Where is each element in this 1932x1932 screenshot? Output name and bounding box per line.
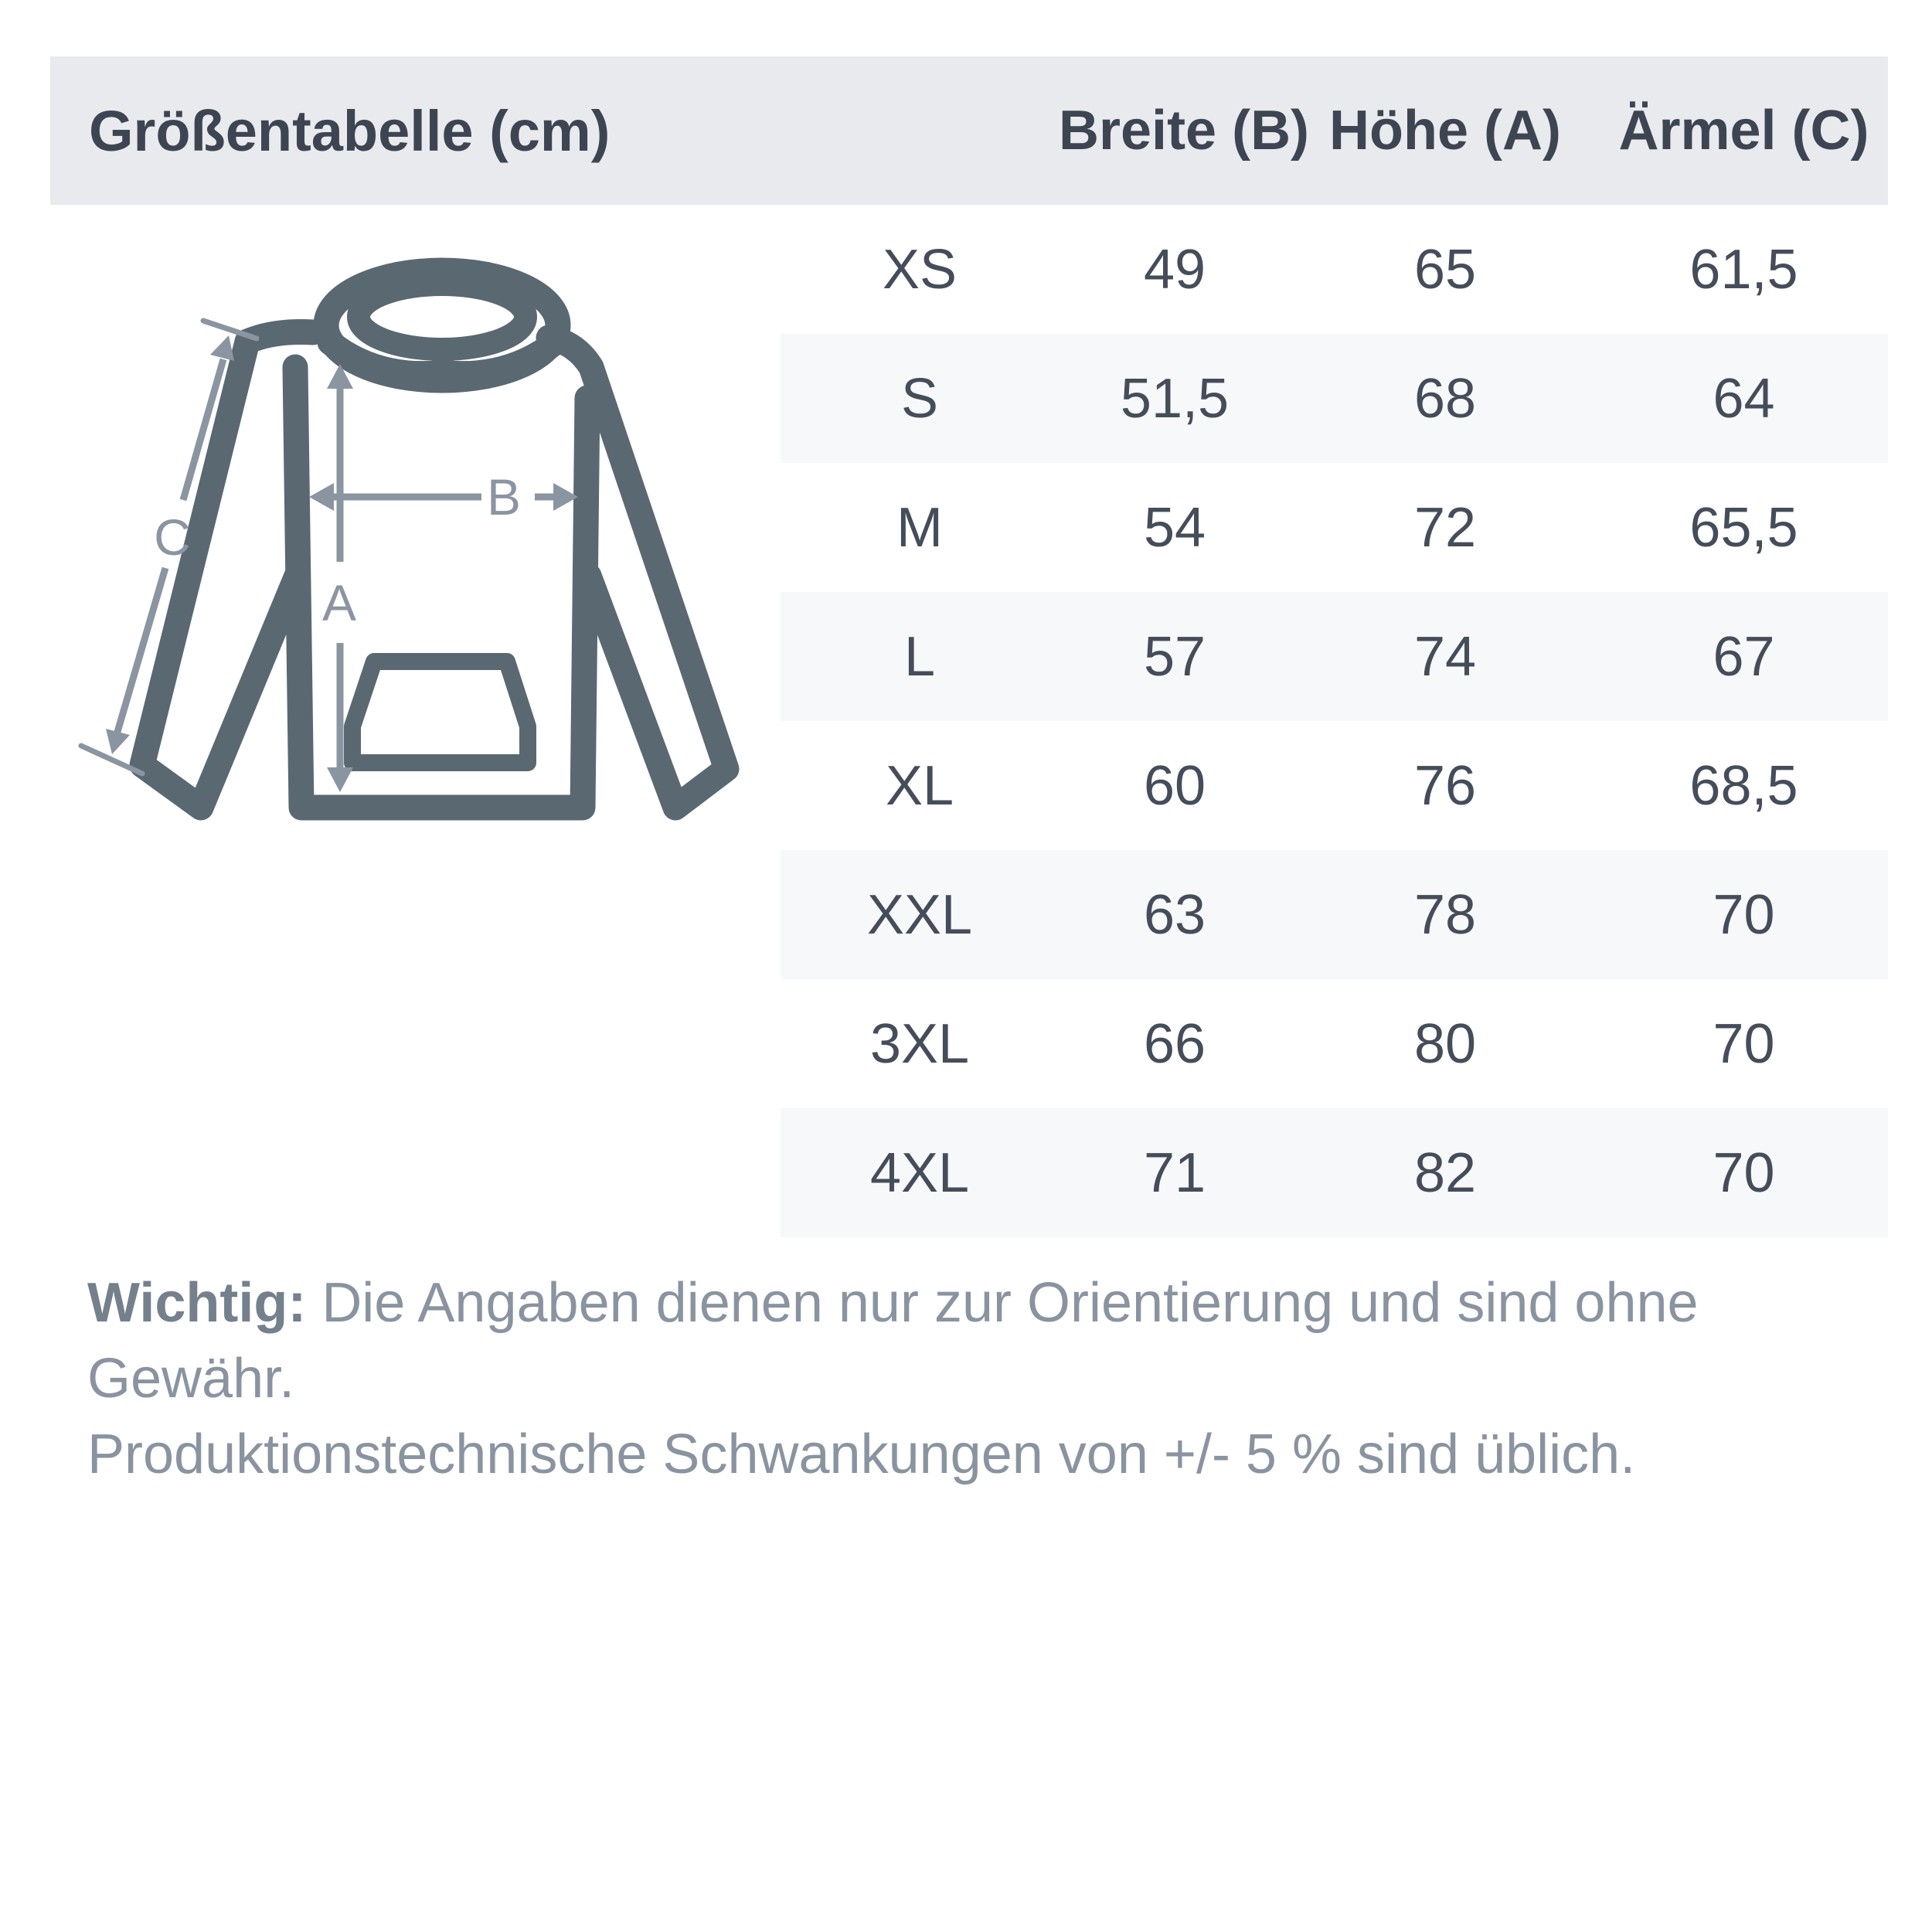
table-header: [50, 56, 1888, 205]
value-hoehe: 80: [1413, 1012, 1477, 1075]
value-breite: 60: [1143, 754, 1206, 817]
measure-arrow-b: [309, 468, 578, 526]
value-breite: 66: [1143, 1012, 1206, 1075]
value-hoehe: 82: [1413, 1141, 1477, 1204]
value-aermel: 70: [1713, 1012, 1775, 1075]
value-aermel: 64: [1713, 367, 1775, 430]
value-breite: 57: [1143, 625, 1206, 688]
arrow-a-down-head: [327, 767, 353, 792]
table-row: [781, 334, 1888, 463]
value-aermel: 65,5: [1689, 496, 1798, 559]
note-line-2: Produktionstechnische Schwankungen von +/- 5 % sind üblich.: [87, 1423, 1636, 1485]
value-breite: 71: [1143, 1141, 1206, 1204]
table-row: [781, 721, 1888, 850]
value-aermel: 68,5: [1689, 754, 1798, 817]
value-breite: 63: [1143, 883, 1206, 946]
size-label: L: [903, 625, 936, 688]
table-row: [781, 592, 1888, 721]
size-label: 4XL: [869, 1141, 970, 1204]
value-hoehe: 78: [1413, 883, 1477, 946]
column-header-aermel: Ärmel (C): [1618, 100, 1869, 162]
column-header-hoehe: Höhe (A): [1329, 100, 1561, 162]
label-c: C: [154, 509, 191, 566]
value-hoehe: 65: [1413, 238, 1477, 301]
value-aermel: 61,5: [1689, 238, 1798, 301]
table-row: [781, 205, 1888, 334]
value-breite: 54: [1143, 496, 1206, 559]
size-label: XS: [882, 238, 957, 301]
kangaroo-pocket: [352, 662, 528, 763]
table-row: [781, 850, 1888, 979]
disclaimer-note: [87, 1265, 1849, 1492]
size-label: XXL: [866, 883, 973, 946]
size-label: S: [900, 367, 939, 430]
hood-inner-ring: [359, 284, 526, 349]
note-prefix: Wichtig:: [87, 1272, 307, 1334]
value-hoehe: 68: [1413, 367, 1477, 430]
value-hoehe: 74: [1413, 625, 1477, 688]
hoodie-measurement-diagram: [46, 213, 781, 831]
note-line-1: [87, 1265, 1849, 1417]
page-title: Größentabelle (cm): [89, 98, 611, 163]
table-row: [781, 979, 1888, 1108]
value-aermel: 67: [1713, 625, 1775, 688]
size-label: 3XL: [869, 1012, 970, 1075]
label-b: B: [486, 468, 522, 526]
table-row: [781, 463, 1888, 592]
value-aermel: 70: [1713, 883, 1775, 946]
size-table: [781, 205, 1888, 1237]
note-text-1: Die Angaben dienen nur zur Orientierung und sind ohne Gewähr.: [87, 1272, 1699, 1410]
value-aermel: 70: [1713, 1141, 1775, 1204]
value-breite: 51,5: [1120, 367, 1230, 430]
arrow-c-up-head: [210, 335, 234, 361]
size-label: M: [896, 496, 943, 559]
label-a: A: [321, 574, 357, 631]
value-hoehe: 72: [1413, 496, 1477, 559]
arrow-c-down-head: [106, 729, 130, 754]
value-hoehe: 76: [1413, 754, 1477, 817]
size-label: XL: [885, 754, 954, 817]
value-breite: 49: [1143, 238, 1206, 301]
table-row: [781, 1108, 1888, 1237]
column-header-breite: Breite (B): [1059, 100, 1310, 162]
